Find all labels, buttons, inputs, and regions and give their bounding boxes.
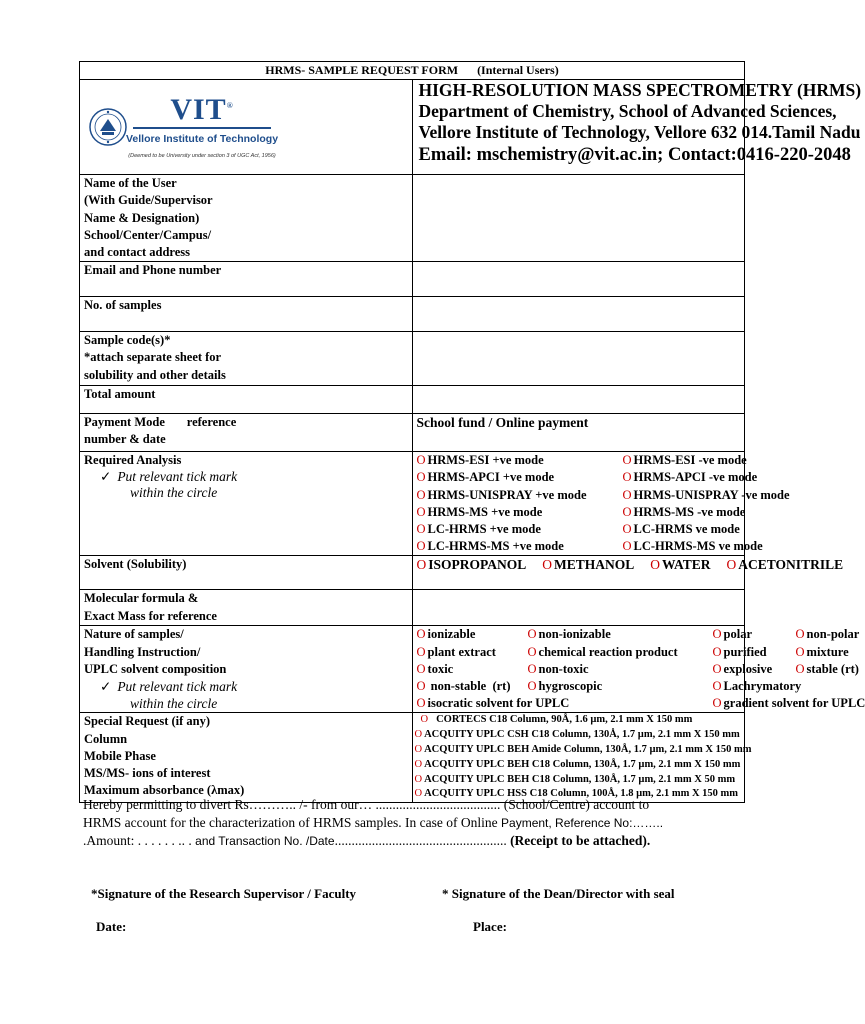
- field-total-amount[interactable]: [412, 386, 745, 414]
- column-option-csh-c18[interactable]: O ACQUITY UPLC CSH C18 Column, 130Å, 1.7 µm, 2.1 mm X 150 mm: [414, 729, 740, 741]
- radio-circle-icon: O: [542, 557, 553, 573]
- nature-option-purified[interactable]: O purified: [712, 644, 767, 659]
- radio-circle-icon: O: [416, 470, 426, 485]
- analysis-option-lc-hrms-negative[interactable]: O LC-HRMS ve mode: [622, 522, 740, 537]
- radio-circle-icon: O: [712, 661, 722, 676]
- label-email-phone: Email and Phone number: [80, 262, 413, 297]
- radio-circle-icon: O: [712, 679, 722, 694]
- place-label: Place:: [473, 919, 507, 934]
- nature-option-isocratic-solvent[interactable]: O isocratic solvent for UPLC: [416, 696, 570, 711]
- radio-circle-icon: O: [416, 696, 426, 711]
- logo-cell: [80, 80, 413, 175]
- dean-signature-label: * Signature of the Dean/Director with seal: [442, 886, 675, 901]
- nature-option-non-toxic[interactable]: O non-toxic: [527, 661, 589, 676]
- radio-circle-icon: O: [527, 661, 537, 676]
- analysis-options-grid: [416, 452, 790, 555]
- field-no-of-samples[interactable]: [412, 297, 745, 332]
- radio-circle-icon: O: [416, 453, 426, 468]
- nature-option-non-stable-rt[interactable]: O non-stable (rt): [416, 679, 511, 694]
- radio-circle-icon: O: [795, 627, 805, 642]
- analysis-option-esi-positive[interactable]: O HRMS-ESI +ve mode: [416, 453, 544, 468]
- radio-circle-icon: O: [527, 679, 537, 694]
- nature-option-gradient-solvent[interactable]: O gradient solvent for UPLC: [712, 696, 865, 711]
- permission-line-3: .Amount: . . . . . . .. . and Transaction No. /Date................................................... (Receipt to be attached).: [83, 833, 651, 848]
- form-subtitle: (Internal Users): [477, 63, 559, 77]
- radio-circle-icon: O: [712, 696, 722, 711]
- radio-circle-icon: O: [527, 627, 537, 642]
- form-title: HRMS- SAMPLE REQUEST FORM: [265, 63, 459, 77]
- radio-circle-icon: O: [416, 661, 426, 676]
- analysis-option-lc-hrms-ms-positive[interactable]: O LC-HRMS-MS +ve mode: [416, 539, 564, 554]
- analysis-options: [412, 452, 790, 556]
- nature-options-grid: [416, 626, 865, 712]
- radio-circle-icon: O: [622, 539, 632, 554]
- permission-statement: [83, 796, 763, 851]
- radio-circle-icon: O: [416, 522, 426, 537]
- tick-instruction: ✓ Put relevant tick mark: [100, 679, 238, 695]
- solvent-options: [412, 556, 844, 590]
- label-no-of-samples: No. of samples: [80, 297, 413, 332]
- radio-circle-icon: O: [416, 627, 426, 642]
- header-line-1: HIGH-RESOLUTION MASS SPECTROMETRY (HRMS): [418, 80, 862, 101]
- label-required-analysis: Required Analysis ✓ Put relevant tick mark within the circle: [80, 452, 413, 556]
- label-solvent: Solvent (Solubility): [80, 556, 413, 590]
- form-title-row: [80, 62, 745, 80]
- nature-option-non-polar[interactable]: O non-polar: [795, 627, 860, 642]
- label-special-request: Special Request (if any) Column Mobile Phase MS/MS- ions of interest Maximum absorbance (λmax): [80, 713, 413, 803]
- radio-circle-icon: O: [622, 487, 632, 502]
- radio-circle-icon: O: [527, 644, 537, 659]
- header-line-3: Vellore Institute of Technology, Vellore 632 014.Tamil Nadu: [418, 122, 861, 143]
- header-line-2: Department of Chemistry, School of Advanced Sciences,: [418, 101, 837, 122]
- nature-option-toxic[interactable]: O toxic: [416, 661, 454, 676]
- analysis-option-ms-positive[interactable]: O HRMS-MS +ve mode: [416, 504, 543, 519]
- header-cell: [412, 80, 862, 175]
- logo-divider: [133, 127, 271, 129]
- radio-circle-icon: O: [622, 522, 632, 537]
- checkmark-icon: ✓: [100, 679, 112, 695]
- column-option-hss-c18[interactable]: O ACQUITY UPLC HSS C18 Column, 100Å, 1.8 µm, 2.1 mm X 150 mm: [414, 788, 739, 800]
- nature-option-explosive[interactable]: O explosive: [712, 661, 773, 676]
- radio-circle-icon: O: [726, 557, 737, 573]
- radio-circle-icon: O: [416, 487, 426, 502]
- radio-circle-icon: O: [420, 714, 429, 726]
- solvent-option-water[interactable]: O WATER: [650, 557, 711, 573]
- analysis-option-lc-hrms-positive[interactable]: O LC-HRMS +ve mode: [416, 522, 541, 537]
- column-options: [412, 713, 752, 803]
- permission-line-2: HRMS account for the characterization of HRMS samples. In case of Online Payment, Reference No:……..: [83, 814, 664, 830]
- header-contact: Email: mschemistry@vit.ac.in; Contact:0416-220-2048: [418, 145, 851, 166]
- radio-circle-icon: O: [622, 504, 632, 519]
- radio-circle-icon: O: [795, 661, 805, 676]
- request-form-table: [79, 61, 865, 803]
- radio-circle-icon: O: [416, 557, 427, 573]
- nature-option-plant-extract[interactable]: O plant extract: [416, 644, 496, 659]
- radio-circle-icon: O: [622, 453, 632, 468]
- radio-circle-icon: O: [416, 679, 426, 694]
- field-name-of-user[interactable]: [412, 175, 745, 262]
- nature-option-lachrymatory[interactable]: O Lachrymatory: [712, 679, 802, 694]
- solvent-option-isopropanol[interactable]: O ISOPROPANOL: [416, 557, 527, 573]
- nature-option-mixture[interactable]: O mixture: [795, 644, 849, 659]
- vit-full-name: Vellore Institute of Technology: [125, 132, 279, 145]
- checkmark-icon: ✓: [100, 469, 112, 485]
- date-label: Date:: [96, 919, 127, 934]
- vit-wordmark: VIT®: [170, 92, 234, 126]
- nature-option-non-ionizable[interactable]: O non-ionizable: [527, 627, 611, 642]
- label-payment-mode: Payment Mode reference number & date: [80, 414, 413, 452]
- nature-options: [412, 626, 865, 713]
- nature-option-polar[interactable]: O polar: [712, 627, 753, 642]
- column-option-beh-c18-150[interactable]: O ACQUITY UPLC BEH C18 Column, 130Å, 1.7 µm, 2.1 mm X 150 mm: [414, 758, 741, 770]
- radio-circle-icon: O: [414, 744, 423, 756]
- column-option-cortecs-c18[interactable]: O CORTECS C18 Column, 90Å, 1.6 µm, 2.1 mm X 150 mm: [420, 714, 693, 726]
- analysis-option-lc-hrms-ms-negative[interactable]: O LC-HRMS-MS ve mode: [622, 539, 763, 554]
- nature-option-hygroscopic[interactable]: O hygroscopic: [527, 679, 603, 694]
- vit-logo: [125, 90, 279, 165]
- label-name-of-user: Name of the User (With Guide/Supervisor Name & Designation) School/Center/Campus/ and contact address: [80, 175, 413, 262]
- nature-option-stable-rt[interactable]: O stable (rt): [795, 661, 859, 676]
- label-total-amount: Total amount: [80, 386, 413, 414]
- vit-deemed-note: (Deemed to be University under section 3 of UGC Act, 1956): [128, 152, 276, 159]
- analysis-option-esi-negative[interactable]: O HRMS-ESI -ve mode: [622, 453, 747, 468]
- nature-option-ionizable[interactable]: O ionizable: [416, 627, 476, 642]
- column-option-beh-c18-50[interactable]: O ACQUITY UPLC BEH C18 Column, 130Å, 1.7 µm, 2.1 mm X 50 mm: [414, 773, 736, 785]
- analysis-option-unispray-positive[interactable]: O HRMS-UNISPRAY +ve mode: [416, 487, 587, 502]
- supervisor-signature-label: *Signature of the Research Supervisor / Faculty: [91, 886, 357, 901]
- analysis-option-apci-negative[interactable]: O HRMS-APCI -ve mode: [622, 470, 758, 485]
- radio-circle-icon: O: [414, 788, 423, 800]
- radio-circle-icon: O: [416, 539, 426, 554]
- tick-instruction: ✓ Put relevant tick mark: [100, 469, 238, 485]
- analysis-option-ms-negative[interactable]: O HRMS-MS -ve mode: [622, 504, 746, 519]
- field-email-phone[interactable]: [412, 262, 745, 297]
- radio-circle-icon: O: [414, 773, 423, 785]
- radio-circle-icon: O: [416, 644, 426, 659]
- radio-circle-icon: O: [712, 627, 722, 642]
- registered-mark: ®: [226, 100, 234, 110]
- label-sample-code: Sample code(s)* *attach separate sheet for solubility and other details: [80, 332, 413, 386]
- label-nature-of-samples: Nature of samples/ Handling Instruction/ UPLC solvent composition ✓ Put relevant tick mark within the circle: [80, 626, 413, 713]
- radio-circle-icon: O: [650, 557, 661, 573]
- permission-line-1: Hereby permitting to divert Rs……….. /- from our… ..................................... (School/Centre) account to: [83, 797, 650, 812]
- solvent-option-methanol[interactable]: O METHANOL: [542, 557, 635, 573]
- radio-circle-icon: O: [712, 644, 722, 659]
- radio-circle-icon: O: [622, 470, 632, 485]
- field-sample-code[interactable]: [412, 332, 745, 386]
- solvent-option-acetonitrile[interactable]: O ACETONITRILE: [726, 557, 844, 573]
- radio-circle-icon: O: [795, 644, 805, 659]
- nature-option-chemical-reaction-product[interactable]: O chemical reaction product: [527, 644, 678, 659]
- field-molecular-formula[interactable]: [412, 590, 745, 626]
- radio-circle-icon: O: [414, 758, 423, 770]
- analysis-option-unispray-negative[interactable]: O HRMS-UNISPRAY -ve mode: [622, 487, 790, 502]
- radio-circle-icon: O: [414, 729, 423, 741]
- column-option-beh-amide[interactable]: O ACQUITY UPLC BEH Amide Column, 130Å, 1.7 µm, 2.1 mm X 150 mm: [414, 744, 752, 756]
- university-seal-icon: [88, 107, 128, 147]
- field-payment-mode[interactable]: School fund / Online payment: [412, 414, 745, 452]
- radio-circle-icon: O: [416, 504, 426, 519]
- analysis-option-apci-positive[interactable]: O HRMS-APCI +ve mode: [416, 470, 555, 485]
- label-molecular-formula: Molecular formula & Exact Mass for reference: [80, 590, 413, 626]
